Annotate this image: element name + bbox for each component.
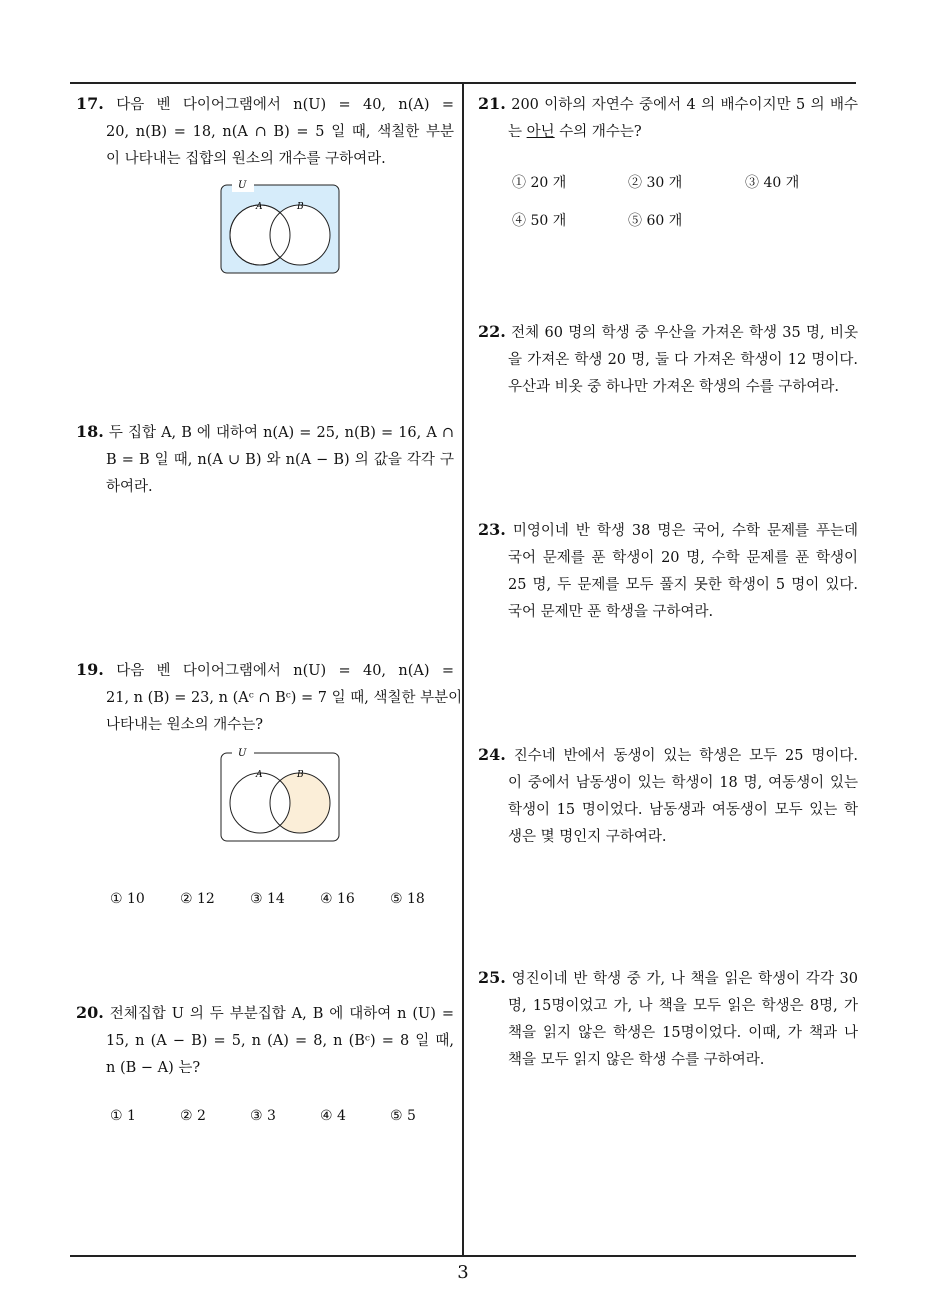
question-text: 책을 읽지 않은 학생은 15명이었다. 이때, 가 책과 나 bbox=[508, 1025, 858, 1041]
emphasis-underline: 아닌 bbox=[526, 124, 555, 140]
question-text: 이 나타내는 집합의 원소의 개수를 구하여라. bbox=[106, 151, 386, 167]
question-number: 22. bbox=[478, 322, 506, 341]
choice-5[interactable]: ⑤ 18 bbox=[390, 891, 425, 907]
question-text: 명, 15명이었고 가, 나 책을 모두 읽은 학생은 8명, 가 bbox=[508, 998, 858, 1014]
set-a-label: A bbox=[256, 770, 263, 780]
choice-3[interactable]: ③ 3 bbox=[250, 1108, 276, 1124]
question-text: 국어 문제만 푼 학생을 구하여라. bbox=[508, 604, 714, 620]
column-divider bbox=[462, 82, 464, 1256]
question-text: 미영이네 반 학생 38 명은 국어, 수학 문제를 푸는데 bbox=[512, 523, 858, 539]
universe-label: U bbox=[238, 180, 247, 191]
choice-1[interactable]: ① 1 bbox=[110, 1108, 136, 1124]
question-20 bbox=[76, 999, 454, 1082]
question-text: 20, n(B) = 18, n(A ∩ B) = 5 일 때, 색칠한 부분 bbox=[106, 124, 454, 140]
set-b-label: B bbox=[297, 770, 304, 780]
choices-19 bbox=[110, 891, 450, 911]
universe-label: U bbox=[238, 748, 247, 759]
question-text: 전체집합 U 의 두 부분집합 A, B 에 대하여 n (U) = bbox=[109, 1006, 455, 1022]
set-b-circle bbox=[270, 205, 330, 265]
choice-3[interactable]: ③ 14 bbox=[250, 891, 285, 907]
choices-20 bbox=[110, 1108, 450, 1128]
question-text: 다음 벤 다이어그램에서 n(U) = 40, n(A) = bbox=[116, 97, 454, 113]
question-text: 전체 60 명의 학생 중 우산을 가져온 학생 35 명, 비옷 bbox=[511, 325, 859, 341]
question-17 bbox=[76, 90, 454, 173]
question-number: 17. bbox=[76, 94, 104, 113]
question-text: B = B 일 때, n(A ∪ B) 와 n(A − B) 의 값을 각각 구 bbox=[106, 452, 454, 468]
set-b-label: B bbox=[297, 202, 304, 212]
question-24 bbox=[478, 741, 858, 851]
question-21 bbox=[478, 90, 858, 146]
choice-2[interactable]: ② 12 bbox=[180, 891, 215, 907]
question-number: 24. bbox=[478, 745, 506, 764]
question-text: 15, n (A − B) = 5, n (A) = 8, n (Bᶜ) = 8 일 때, bbox=[106, 1033, 454, 1049]
question-19 bbox=[76, 656, 463, 739]
choice-5[interactable]: ⑤ 60 개 bbox=[628, 213, 683, 229]
question-number: 21. bbox=[478, 94, 506, 113]
question-text: 책을 모두 읽지 않은 학생 수를 구하여라. bbox=[508, 1052, 765, 1068]
question-23 bbox=[478, 516, 858, 626]
set-a-label: A bbox=[256, 202, 263, 212]
question-22 bbox=[478, 318, 858, 401]
question-text: 수의 개수는? bbox=[554, 124, 642, 140]
choice-5[interactable]: ⑤ 5 bbox=[390, 1108, 416, 1124]
question-text: 다음 벤 다이어그램에서 n(U) = 40, n(A) = bbox=[116, 663, 454, 679]
question-text: 200 이하의 자연수 중에서 4 의 배수이지만 5 의 배수 bbox=[511, 97, 858, 113]
question-text: 을 가져온 학생 20 명, 둘 다 가져온 학생이 12 명이다. bbox=[508, 352, 858, 368]
question-text: 나타내는 원소의 개수는? bbox=[106, 717, 264, 733]
question-25 bbox=[478, 964, 858, 1074]
question-text: 생은 몇 명인지 구하여라. bbox=[508, 829, 667, 845]
question-text: n (B − A) 는? bbox=[106, 1060, 201, 1076]
bottom-rule bbox=[70, 1255, 856, 1257]
choice-3[interactable]: ③ 40 개 bbox=[745, 175, 800, 191]
question-text: 두 집합 A, B 에 대하여 n(A) = 25, n(B) = 16, A ∩ bbox=[108, 425, 455, 441]
choice-2[interactable]: ② 30 개 bbox=[628, 175, 683, 191]
question-text: 는 bbox=[508, 124, 527, 140]
question-text: 학생이 15 명이었다. 남동생과 여동생이 모두 있는 학 bbox=[508, 802, 858, 818]
question-text: 25 명, 두 문제를 모두 풀지 못한 학생이 5 명이 있다. bbox=[508, 577, 858, 593]
choice-1[interactable]: ① 10 bbox=[110, 891, 145, 907]
choices-21 bbox=[512, 172, 852, 236]
question-text: 21, n (B) = 23, n (Aᶜ ∩ Bᶜ) = 7 일 때, 색칠한 부분이 bbox=[106, 690, 463, 706]
question-18 bbox=[76, 418, 454, 501]
choice-4[interactable]: ④ 4 bbox=[320, 1108, 346, 1124]
question-text: 국어 문제를 푼 학생이 20 명, 수학 문제를 푼 학생이 bbox=[508, 550, 858, 566]
page-number: 3 bbox=[457, 1262, 469, 1283]
choice-2[interactable]: ② 2 bbox=[180, 1108, 206, 1124]
venn-diagram-17 bbox=[218, 180, 342, 276]
question-number: 23. bbox=[478, 520, 506, 539]
question-text: 이 중에서 남동생이 있는 학생이 18 명, 여동생이 있는 bbox=[508, 775, 858, 791]
question-text: 영진이네 반 학생 중 가, 나 책을 읽은 학생이 각각 30 bbox=[511, 971, 858, 987]
question-number: 19. bbox=[76, 660, 104, 679]
choice-4[interactable]: ④ 50 개 bbox=[512, 213, 567, 229]
choice-4[interactable]: ④ 16 bbox=[320, 891, 355, 907]
question-number: 18. bbox=[76, 422, 104, 441]
question-number: 25. bbox=[478, 968, 506, 987]
venn-diagram-19 bbox=[218, 748, 342, 844]
question-text: 진수네 반에서 동생이 있는 학생은 모두 25 명이다. bbox=[513, 748, 858, 764]
question-text: 하여라. bbox=[106, 479, 153, 495]
question-number: 20. bbox=[76, 1003, 104, 1022]
choice-1[interactable]: ① 20 개 bbox=[512, 175, 567, 191]
question-text: 우산과 비옷 중 하나만 가져온 학생의 수를 구하여라. bbox=[508, 379, 840, 395]
